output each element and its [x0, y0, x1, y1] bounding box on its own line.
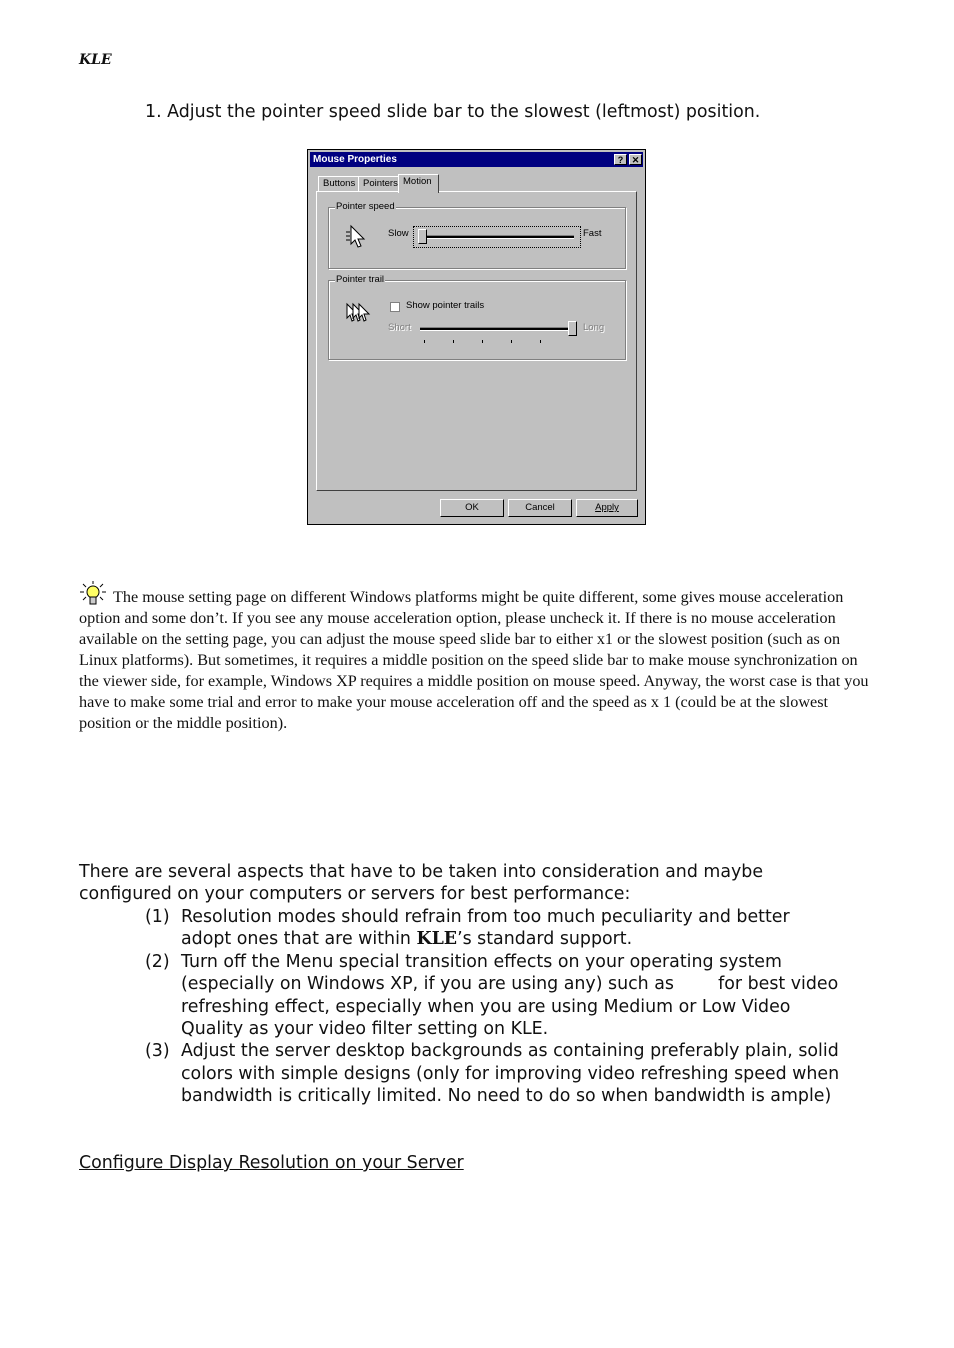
list-item-number: (2)	[145, 951, 170, 972]
trail-tick	[482, 340, 483, 343]
header-brand: KLE	[79, 52, 112, 68]
trail-slider-thumb[interactable]	[568, 321, 577, 336]
cancel-button[interactable]: Cancel	[508, 499, 572, 517]
tip-text: The mouse setting page on different Windows platforms might be quite different, some gives mouse acceleration option and some don’t. If you see any mouse acceleration option, please uncheck it. If there is no mouse acceleration available on the setting page, you can adjust the mouse speed slide bar to either x1 or the slowest position (such as on Linux platforms). But sometimes, it requires a middle position on the speed slide bar to make mouse synchronization on the viewer side, for example, Windows XP requires a middle position on mouse speed. Anyway, the worst case is that you have to make some trial and error to make your mouse acceleration off and the speed as x 1 (could be at the slowest position or the middle position).	[79, 588, 869, 732]
trail-tick	[540, 340, 541, 343]
tab-buttons[interactable]: Buttons	[318, 176, 362, 192]
speed-slider-track	[420, 235, 574, 239]
pointer-speed-icon	[345, 224, 371, 250]
step-1-text: 1. Adjust the pointer speed slide bar to the slowest (leftmost) position.	[145, 102, 761, 122]
close-button[interactable]: ✕	[629, 154, 642, 165]
pointer-trail-icon	[344, 300, 374, 326]
pointer-speed-slider[interactable]	[413, 226, 581, 248]
show-pointer-trails-label: Show pointer trails	[406, 300, 485, 311]
pointer-trail-slider[interactable]	[418, 320, 578, 342]
show-pointer-trails-checkbox[interactable]	[390, 302, 400, 312]
tab-motion[interactable]: Motion	[398, 174, 439, 193]
tip-paragraph	[79, 580, 879, 734]
list-item-text: Resolution modes should refrain from too much peculiarity and better adopt ones that are within	[181, 907, 790, 950]
trail-tick	[511, 340, 512, 343]
list-item	[145, 1040, 845, 1107]
list-item-number: (1)	[145, 907, 170, 927]
trail-long-label: Long	[583, 322, 605, 333]
mouse-properties-dialog	[307, 149, 646, 525]
apply-button[interactable]: Apply	[576, 499, 638, 517]
lightbulb-icon	[79, 580, 111, 608]
list-item-number: (3)	[145, 1041, 170, 1062]
speed-fast-label: Fast	[583, 228, 602, 239]
list-item-text: ’s standard support.	[457, 929, 633, 950]
recommendations-list	[145, 906, 845, 1108]
dialog-title: Mouse Properties	[313, 154, 397, 165]
speed-slow-label: Slow	[388, 228, 409, 239]
trail-tick	[424, 340, 425, 343]
trail-tick	[453, 340, 454, 343]
trail-short-label: Short	[388, 322, 411, 333]
list-item-brand: KLE	[416, 929, 458, 950]
trail-slider-track	[420, 327, 576, 331]
dialog-title-bar	[310, 152, 643, 167]
help-button[interactable]: ?	[614, 154, 627, 165]
list-item	[145, 951, 845, 1041]
intro-text: There are several aspects that have to be taken into consideration and maybe configured on your computers or servers for best performance:	[79, 862, 764, 905]
speed-slider-thumb[interactable]	[418, 229, 427, 244]
list-item-text: Turn off the Menu special transition effects on your operating system (especially on Windows XP, if you are using any) such as for best video refreshing effect, especially when you are using Medium or Low Video Quality as your video filter setting on KLE.	[181, 951, 844, 1040]
list-item	[145, 906, 845, 951]
pointer-trail-legend: Pointer trail	[336, 274, 385, 285]
ok-button[interactable]: OK	[440, 499, 504, 517]
list-item-text: Adjust the server desktop backgrounds as containing preferably plain, solid colors with simple designs (only for improving video refreshing speed when bandwidth is critically limited. No need to do so when bandwidth is ample)	[181, 1041, 840, 1107]
pointer-speed-legend: Pointer speed	[336, 201, 395, 212]
tab-pointers[interactable]: Pointers	[358, 176, 402, 192]
configure-display-resolution-link[interactable]: Configure Display Resolution on your Server	[79, 1153, 464, 1173]
